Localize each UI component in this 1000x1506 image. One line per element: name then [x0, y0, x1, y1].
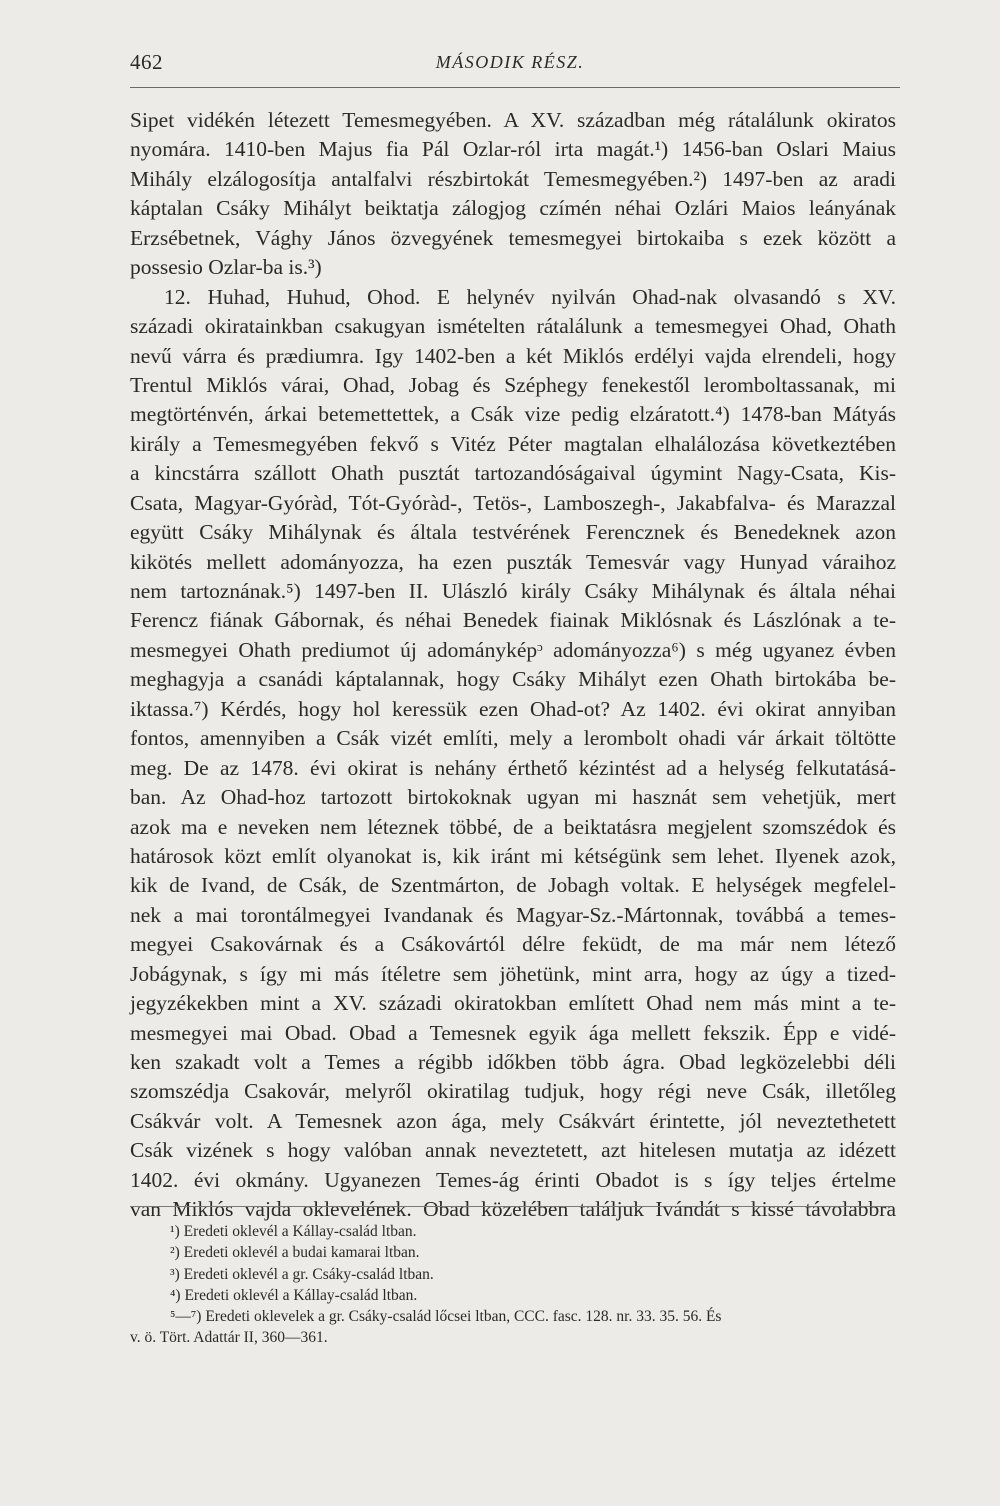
- text-line: mesmegyei Ohath prediumot új adományképᵓ adományozza⁶) s még ugyanez évben: [130, 637, 896, 662]
- text-line: jegyzékekben mint a XV. századi okiratokban említett Ohad nem más mint a te-: [130, 991, 896, 1016]
- text-line: van Miklós vajda oklevelének. Obad közelében találjuk Ivándát s kissé távolabbra: [130, 1197, 896, 1222]
- text-line: azok ma e neveken nem léteznek többé, de a beiktatásra megjelent szomszédok és: [130, 814, 896, 839]
- text-line: nyomára. 1410-ben Majus fia Pál Ozlar-ról irta magát.¹) 1456-ban Oslari Maius: [130, 137, 896, 162]
- text-line: századi okiratainkban csakugyan ismételten rátalálunk a temesmegyei Ohad, Ohath: [130, 314, 896, 339]
- footnote: ⁴) Eredeti oklevél a Kállay-család ltban.: [170, 1286, 418, 1304]
- text-line: nek a mai torontálmegyei Ivandanak és Magyar-Sz.-Mártonnak, továbbá a temes-: [130, 902, 896, 927]
- text-line: káptalan Csáky Mihályt beiktatja zálogjog czímén néhai Ozlári Maios leányának: [130, 196, 896, 221]
- running-title: MÁSODIK RÉSZ.: [435, 52, 585, 72]
- text-line: együtt Csáky Mihálynak és általa testvérének Ferencznek és Benedeknek azon: [130, 520, 896, 545]
- header-rule: [130, 87, 900, 88]
- text-line: meghagyja a csanádi káptalannak, hogy Csáky Mihályt ezen Ohath birtokába be-: [130, 667, 896, 692]
- text-line: Erzsébetnek, Vághy János özvegyének temesmegyei birtokaiba s ezek között a: [130, 225, 896, 250]
- text-line: határosok közt említ olyanokat is, kik iránt mi kétségünk sem lehet. Ilyenek azok,: [130, 843, 896, 868]
- footnote-rule: [130, 1206, 890, 1207]
- text-line: ken szakadt volt a Temes a régibb időkben több ágra. Obad legközelebbi déli: [130, 1050, 896, 1074]
- text-line: megtörténvén, árkai betemettettek, a Csák vize pedig elzáratott.⁴) 1478-ban Mátyás: [130, 402, 896, 427]
- text-line: megyei Csakovárnak és a Csákovártól délre feküdt, de ma már nem létező: [130, 932, 896, 957]
- text-line: kik de Ivand, de Csák, de Szentmárton, de Jobagh voltak. E helységek megfelel-: [130, 873, 896, 898]
- text-line: király a Temesmegyében fekvő s Vitéz Péter magtalan elhalálozása következtében: [130, 431, 896, 456]
- footnote: ²) Eredeti oklevél a budai kamarai ltban.: [170, 1244, 420, 1262]
- text-line: nevű várra és prædiumra. Igy 1402-ben a két Miklós erdélyi vajda elrendeli, hogy: [130, 343, 896, 368]
- text-line: Sipet vidékén létezett Temesmegyében. A XV. században még rátalálunk okiratos: [130, 108, 896, 132]
- footnote: ¹) Eredeti oklevél a Kállay-család ltban.: [170, 1223, 417, 1240]
- footnote-continuation: v. ö. Tört. Adattár II, 360—361.: [130, 1329, 328, 1347]
- text-line: Csata, Magyar-Gyóràd, Tót-Gyóràd-, Tetös-, Lamboszegh-, Jakabfalva- és Marazzal: [130, 490, 896, 515]
- text-line: iktassa.⁷) Kérdés, hogy hol keressük ezen Ohad-ot? Az 1402. évi okirat annyiban: [130, 696, 896, 721]
- text-line: meg. De az 1478. évi okirat is nehány érthető kézintést ad a helység felkutatásá-: [130, 755, 896, 780]
- text-line: Trentul Miklós várai, Ohad, Jobag és Széphegy fenekestől leromboltassanak, mi: [130, 372, 896, 397]
- text-line: Jobágynak, s így mi más ítéletre sem jöhetünk, mint arra, hogy az úgy a tized-: [130, 961, 896, 986]
- text-line: Csák vizének s hogy valóban annak neveztetett, azt hitelesen mutatja az idézett: [130, 1138, 896, 1163]
- footnotes: [130, 1221, 890, 1349]
- text-line: mesmegyei mai Obad. Obad a Temesnek egyik ága mellett fekszik. Épp e vidé-: [130, 1020, 896, 1045]
- text-line: nem tartoznának.⁵) 1497-ben II. Ulászló király Csáky Mihálynak és általa néhai: [130, 579, 896, 603]
- text-line: 1402. évi okmány. Ugyanezen Temes-ág érinti Obadot is s így teljes értelme: [130, 1167, 896, 1192]
- running-head: [130, 50, 890, 80]
- text-line: Csákvár volt. A Temesnek azon ága, mely Csákvárt érintette, jól neveztethetett: [130, 1108, 896, 1133]
- text-line: a kincstárra szállott Ohath pusztát tartozandóságaival úgymint Nagy-Csata, Kis-: [130, 461, 896, 486]
- page-number: 462: [130, 50, 163, 74]
- text-line: szomszédja Csakovár, melyről okiratilag tudjuk, hogy régi neve Csák, illetőleg: [130, 1079, 896, 1104]
- text-line: 12. Huhad, Huhud, Ohod. E helynév nyilván Ohad-nak olvasandó s XV.: [164, 284, 896, 309]
- text-line: Mihály elzálogosítja antalfalvi részbirtokát Temesmegyében.²) 1497-ben az aradi: [130, 166, 896, 191]
- footnote: ⁵—⁷) Eredeti oklevelek a gr. Csáky-család lőcsei ltban, CCC. fasc. 128. nr. 33. 35. 56. És: [170, 1308, 722, 1326]
- body-text: [130, 106, 896, 1225]
- text-line: possesio Ozlar-ba is.³): [130, 255, 322, 280]
- text-line: Ferencz fiának Gábornak, és néhai Benedek fiainak Miklósnak és Lászlónak a te-: [130, 608, 896, 633]
- footnote: ³) Eredeti oklevél a gr. Csáky-család ltban.: [170, 1265, 434, 1283]
- text-line: kikötés mellett adományozza, ha ezen puszták Temesvár vagy Hunyad váraihoz: [130, 549, 896, 574]
- text-line: fontos, amennyiben a Csák vizét említi, mely a lerombolt ohadi vár árkait töltötte: [130, 726, 896, 751]
- text-line: ban. Az Ohad-hoz tartozott birtokoknak ugyan mi hasznát sem vehetjük, mert: [130, 785, 896, 810]
